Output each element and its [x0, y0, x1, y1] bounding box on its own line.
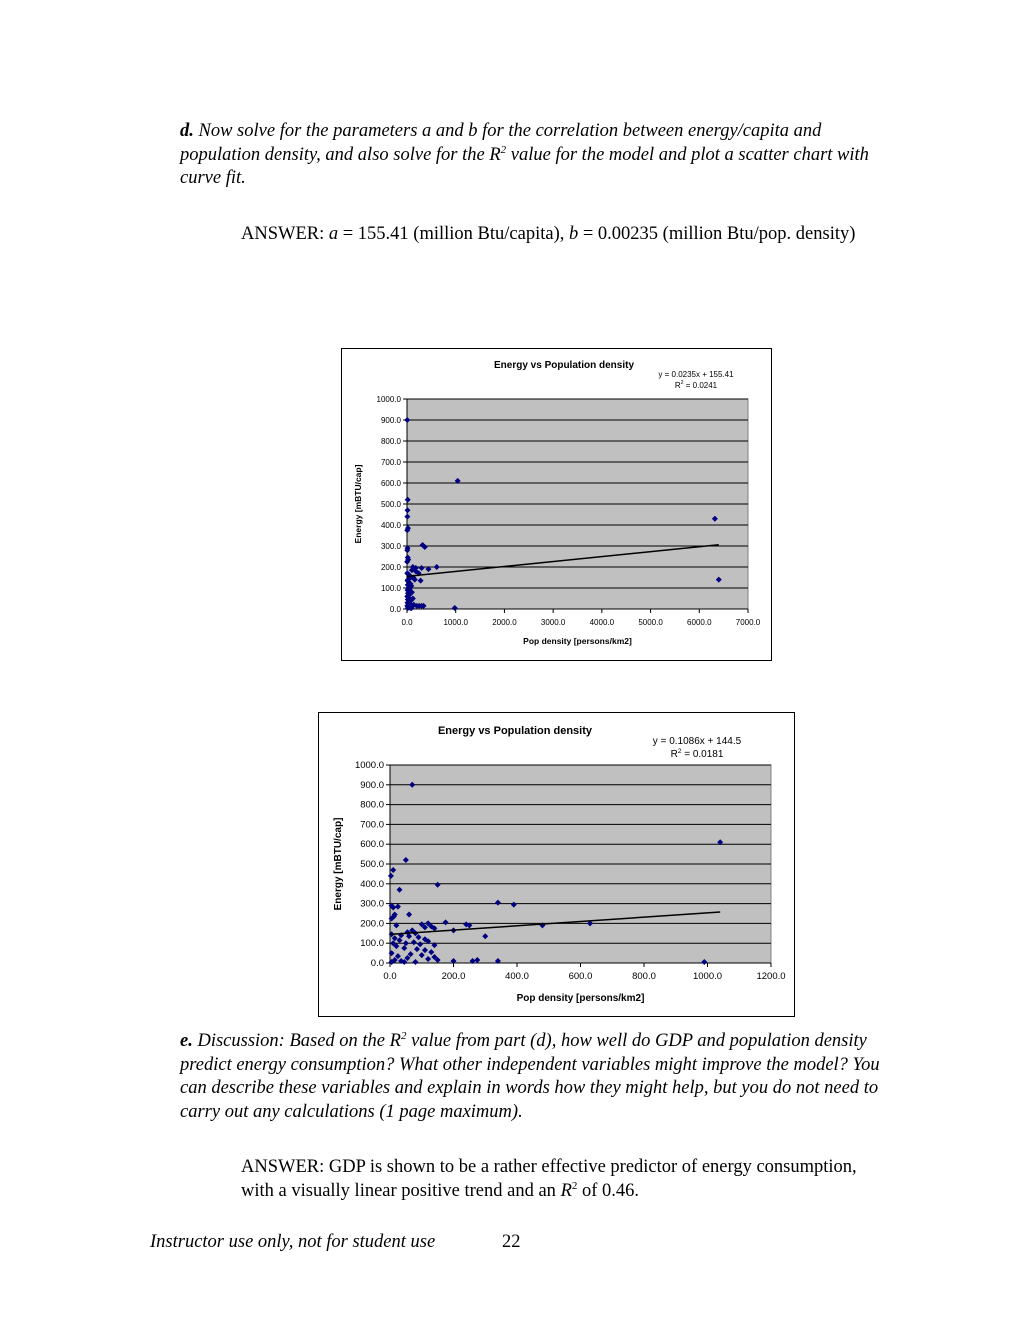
part-e-text-1: Discussion: Based on the R [197, 1031, 401, 1051]
y-tick-label: 500.0 [380, 500, 401, 509]
part-d-sup: 2 [500, 143, 507, 156]
part-e-sup: 2 [400, 1029, 407, 1042]
y-tick-label: 800.0 [360, 799, 384, 811]
y-tick-label: 1000.0 [376, 395, 401, 404]
r-squared-letter: R [674, 381, 681, 390]
y-tick-label: 200.0 [380, 563, 401, 572]
x-tick-label: 800.0 [632, 971, 656, 982]
part-d-text-2: value for the model and plot a scatter chart with curve fit. [180, 144, 869, 188]
x-tick-label: 1000.0 [692, 971, 723, 982]
chart-2 [318, 712, 795, 1017]
part-d-label: d. [180, 121, 194, 141]
y-tick-label: 600.0 [360, 839, 384, 851]
y-tick-label: 100.0 [360, 938, 384, 950]
answer-d-prefix: ANSWER: [241, 224, 329, 244]
r-squared-superscript: 2 [680, 380, 684, 386]
x-tick-label: 6000.0 [687, 618, 712, 627]
x-tick-label: 1200.0 [756, 971, 786, 982]
answer-e-text-2: of 0.46. [577, 1180, 640, 1201]
part-e-answer [241, 1156, 861, 1203]
answer-e-text-1: ANSWER: GDP is shown to be a rather effective predictor of energy consumption, with a visually linear positive trend and an [241, 1157, 857, 1201]
y-tick-label: 700.0 [360, 819, 384, 831]
x-tick-label: 4000.0 [589, 618, 615, 627]
y-tick-label: 1000.0 [354, 760, 384, 771]
footer-note: Instructor use only, not for student use [150, 1232, 436, 1252]
y-tick-label: 500.0 [360, 859, 384, 870]
chart-2-svg [319, 713, 794, 1016]
y-axis-label: Energy [mBTU/cap] [353, 464, 363, 544]
r-squared-value: = 0.0241 [683, 381, 718, 390]
x-tick-label: 7000.0 [735, 618, 761, 627]
part-d-question [180, 120, 880, 191]
x-tick-label: 600.0 [568, 971, 593, 982]
x-tick-label: 0.0 [383, 971, 397, 982]
answer-d-a-text: = 155.41 (million Btu/capita), [338, 224, 569, 244]
chart-title: Energy vs Population density [493, 360, 635, 371]
y-tick-label: 700.0 [380, 458, 401, 467]
x-axis-label: Pop density [persons/km2] [516, 993, 645, 1004]
y-tick-label: 100.0 [380, 584, 401, 593]
part-e-text-2: value from part (d), how well do GDP and population density predict energy consumption? What other independent variables might improve the model? You can describe these variables and explain in words how they might help, but you do not need to carry out any calculations (1 page maximum). [180, 1031, 880, 1122]
x-tick-label: 0.0 [401, 618, 413, 627]
r-squared-label [675, 380, 718, 390]
part-d-answer [241, 223, 861, 247]
y-tick-label: 600.0 [380, 479, 401, 488]
x-axis-label: Pop density [persons/km2] [523, 636, 632, 646]
y-tick-label: 900.0 [380, 416, 401, 425]
y-tick-label: 300.0 [360, 898, 384, 910]
x-tick-label: 1000.0 [443, 618, 468, 627]
trendline-equation: y = 0.1086x + 144.5 [652, 736, 742, 747]
chart-1 [341, 348, 772, 661]
x-tick-label: 3000.0 [540, 618, 566, 627]
answer-d-a-symbol: a [328, 224, 339, 244]
answer-e-r-symbol: R [560, 1180, 572, 1201]
x-tick-label: 2000.0 [492, 618, 517, 627]
y-tick-label: 300.0 [380, 542, 401, 551]
y-axis-label: Energy [mBTU/cap] [333, 817, 344, 911]
x-tick-label: 5000.0 [638, 618, 663, 627]
r-squared-label [671, 748, 724, 760]
trendline-equation: y = 0.0235x + 155.41 [658, 370, 734, 379]
answer-d-b-symbol: b [569, 224, 579, 244]
y-tick-label: 900.0 [360, 779, 384, 791]
answer-d-b-text: = 0.00235 (million Btu/pop. density) [578, 224, 856, 244]
y-tick-label: 0.0 [389, 605, 401, 614]
page-number: 22 [502, 1232, 521, 1252]
r-squared-superscript: 2 [677, 748, 682, 755]
y-tick-label: 800.0 [380, 437, 401, 446]
chart-1-svg [342, 349, 771, 660]
y-tick-label: 200.0 [360, 918, 384, 930]
r-squared-letter: R [670, 749, 678, 760]
part-e-question [180, 1030, 880, 1124]
r-squared-value: = 0.0181 [681, 749, 724, 760]
answer-e-sup: 2 [571, 1179, 578, 1192]
x-tick-label: 400.0 [505, 971, 529, 982]
part-e-label: e. [180, 1031, 193, 1051]
y-tick-label: 400.0 [360, 878, 384, 890]
x-tick-label: 200.0 [441, 971, 466, 982]
chart-title: Energy vs Population density [437, 725, 593, 737]
part-d-text-1: Now solve for the parameters a and b for the correlation between energy/capita and population density, and also solve for the R [180, 121, 822, 165]
y-tick-label: 400.0 [380, 521, 401, 530]
y-tick-label: 0.0 [370, 958, 384, 969]
